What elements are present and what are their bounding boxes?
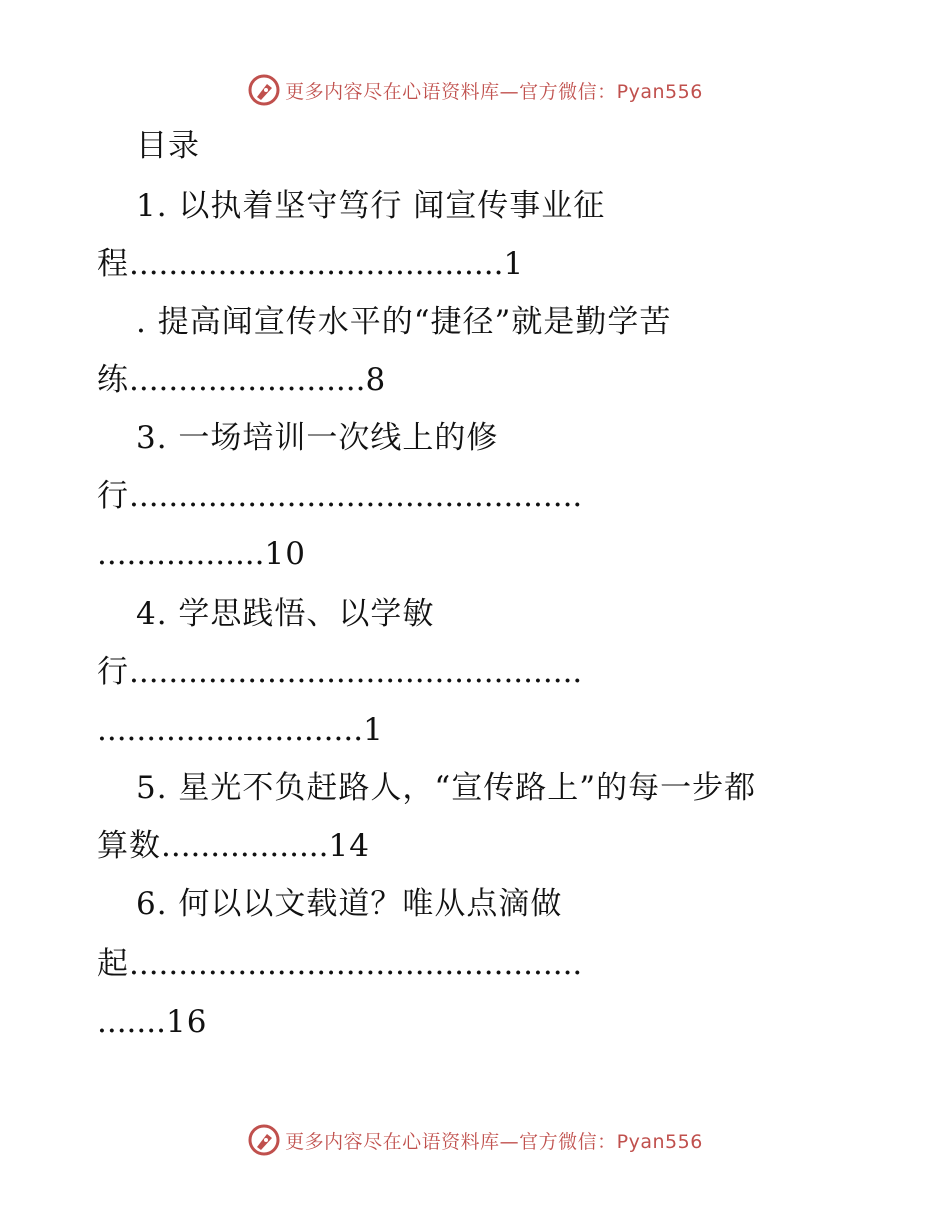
header-banner xyxy=(0,70,950,110)
toc-entry-3-page: 10 xyxy=(264,536,306,572)
toc-entry-3-dots: .............................................. xyxy=(129,478,583,514)
toc-entry-3-title: 3. 一场培训一次线上的修 xyxy=(136,420,499,456)
toc-entry-1-title: 1. 以执着坚守笃行 闻宣传事业征 xyxy=(136,188,606,224)
toc-entry-2-leader xyxy=(97,360,857,400)
pen-nib-logo-icon xyxy=(247,1123,281,1157)
toc-entry-4-cont: 行 xyxy=(97,654,129,690)
toc-entry-4-leader xyxy=(97,652,857,692)
toc-entry-4-title: 4. 学思践悟、以学敏 xyxy=(136,596,435,632)
toc-entry-2-page: 8 xyxy=(365,362,387,398)
toc-entry-3-leader xyxy=(97,476,857,516)
toc-entry-6-cont: 起 xyxy=(97,946,129,982)
toc-entry-5-leader xyxy=(97,826,857,866)
pen-nib-logo-icon xyxy=(247,73,281,107)
toc-entry-1-dots: ...................................... xyxy=(129,246,504,282)
footer-banner xyxy=(0,1120,950,1160)
toc-entry-6-leader xyxy=(97,944,857,984)
toc-entry-4-leader-cont xyxy=(97,710,857,750)
toc-entry-6-page: 16 xyxy=(165,1004,208,1040)
toc-entry-6-leader-cont xyxy=(97,1002,857,1042)
toc-entry-1-leader xyxy=(97,244,857,284)
toc-entry-6-title: 6. 何以以文载道？唯从点滴做 xyxy=(136,886,563,922)
toc-entry-2-cont: 练 xyxy=(97,362,129,398)
toc-entry-5-title: 5. 星光不负赶路人，“宣传路上”的每一步都 xyxy=(136,770,757,806)
toc-entry-5-page: 14 xyxy=(328,828,370,864)
toc-entry-6-dots-cont: ....... xyxy=(97,1004,166,1040)
toc-entry-4-dots-cont: ........................... xyxy=(97,712,364,748)
toc-entry-5-dots: ................. xyxy=(161,828,329,864)
toc-entry-3-dots-cont: ................. xyxy=(97,536,265,572)
toc-entry-1-cont: 程 xyxy=(97,246,129,282)
toc-entry-3-leader-cont xyxy=(97,534,857,574)
banner-text: 更多内容尽在心语资料库—官方微信：Pyan556 xyxy=(285,80,703,103)
toc-entry-2-title: . 提高闻宣传水平的“捷径”就是勤学苦 xyxy=(136,304,672,340)
toc-entry-5-cont: 算数 xyxy=(97,828,161,864)
toc-entry-2-dots: ........................ xyxy=(129,362,366,398)
toc-entry-1-page: 1 xyxy=(503,246,525,282)
toc-entry-4-dots: .............................................. xyxy=(129,654,583,690)
toc-entry-4-page: 1 xyxy=(363,712,384,748)
toc-heading: 目录 xyxy=(136,128,200,164)
banner-text: 更多内容尽在心语资料库—官方微信：Pyan556 xyxy=(285,1130,703,1153)
toc-entry-3-cont: 行 xyxy=(97,478,129,514)
toc-entry-6-dots: .............................................. xyxy=(129,946,583,982)
